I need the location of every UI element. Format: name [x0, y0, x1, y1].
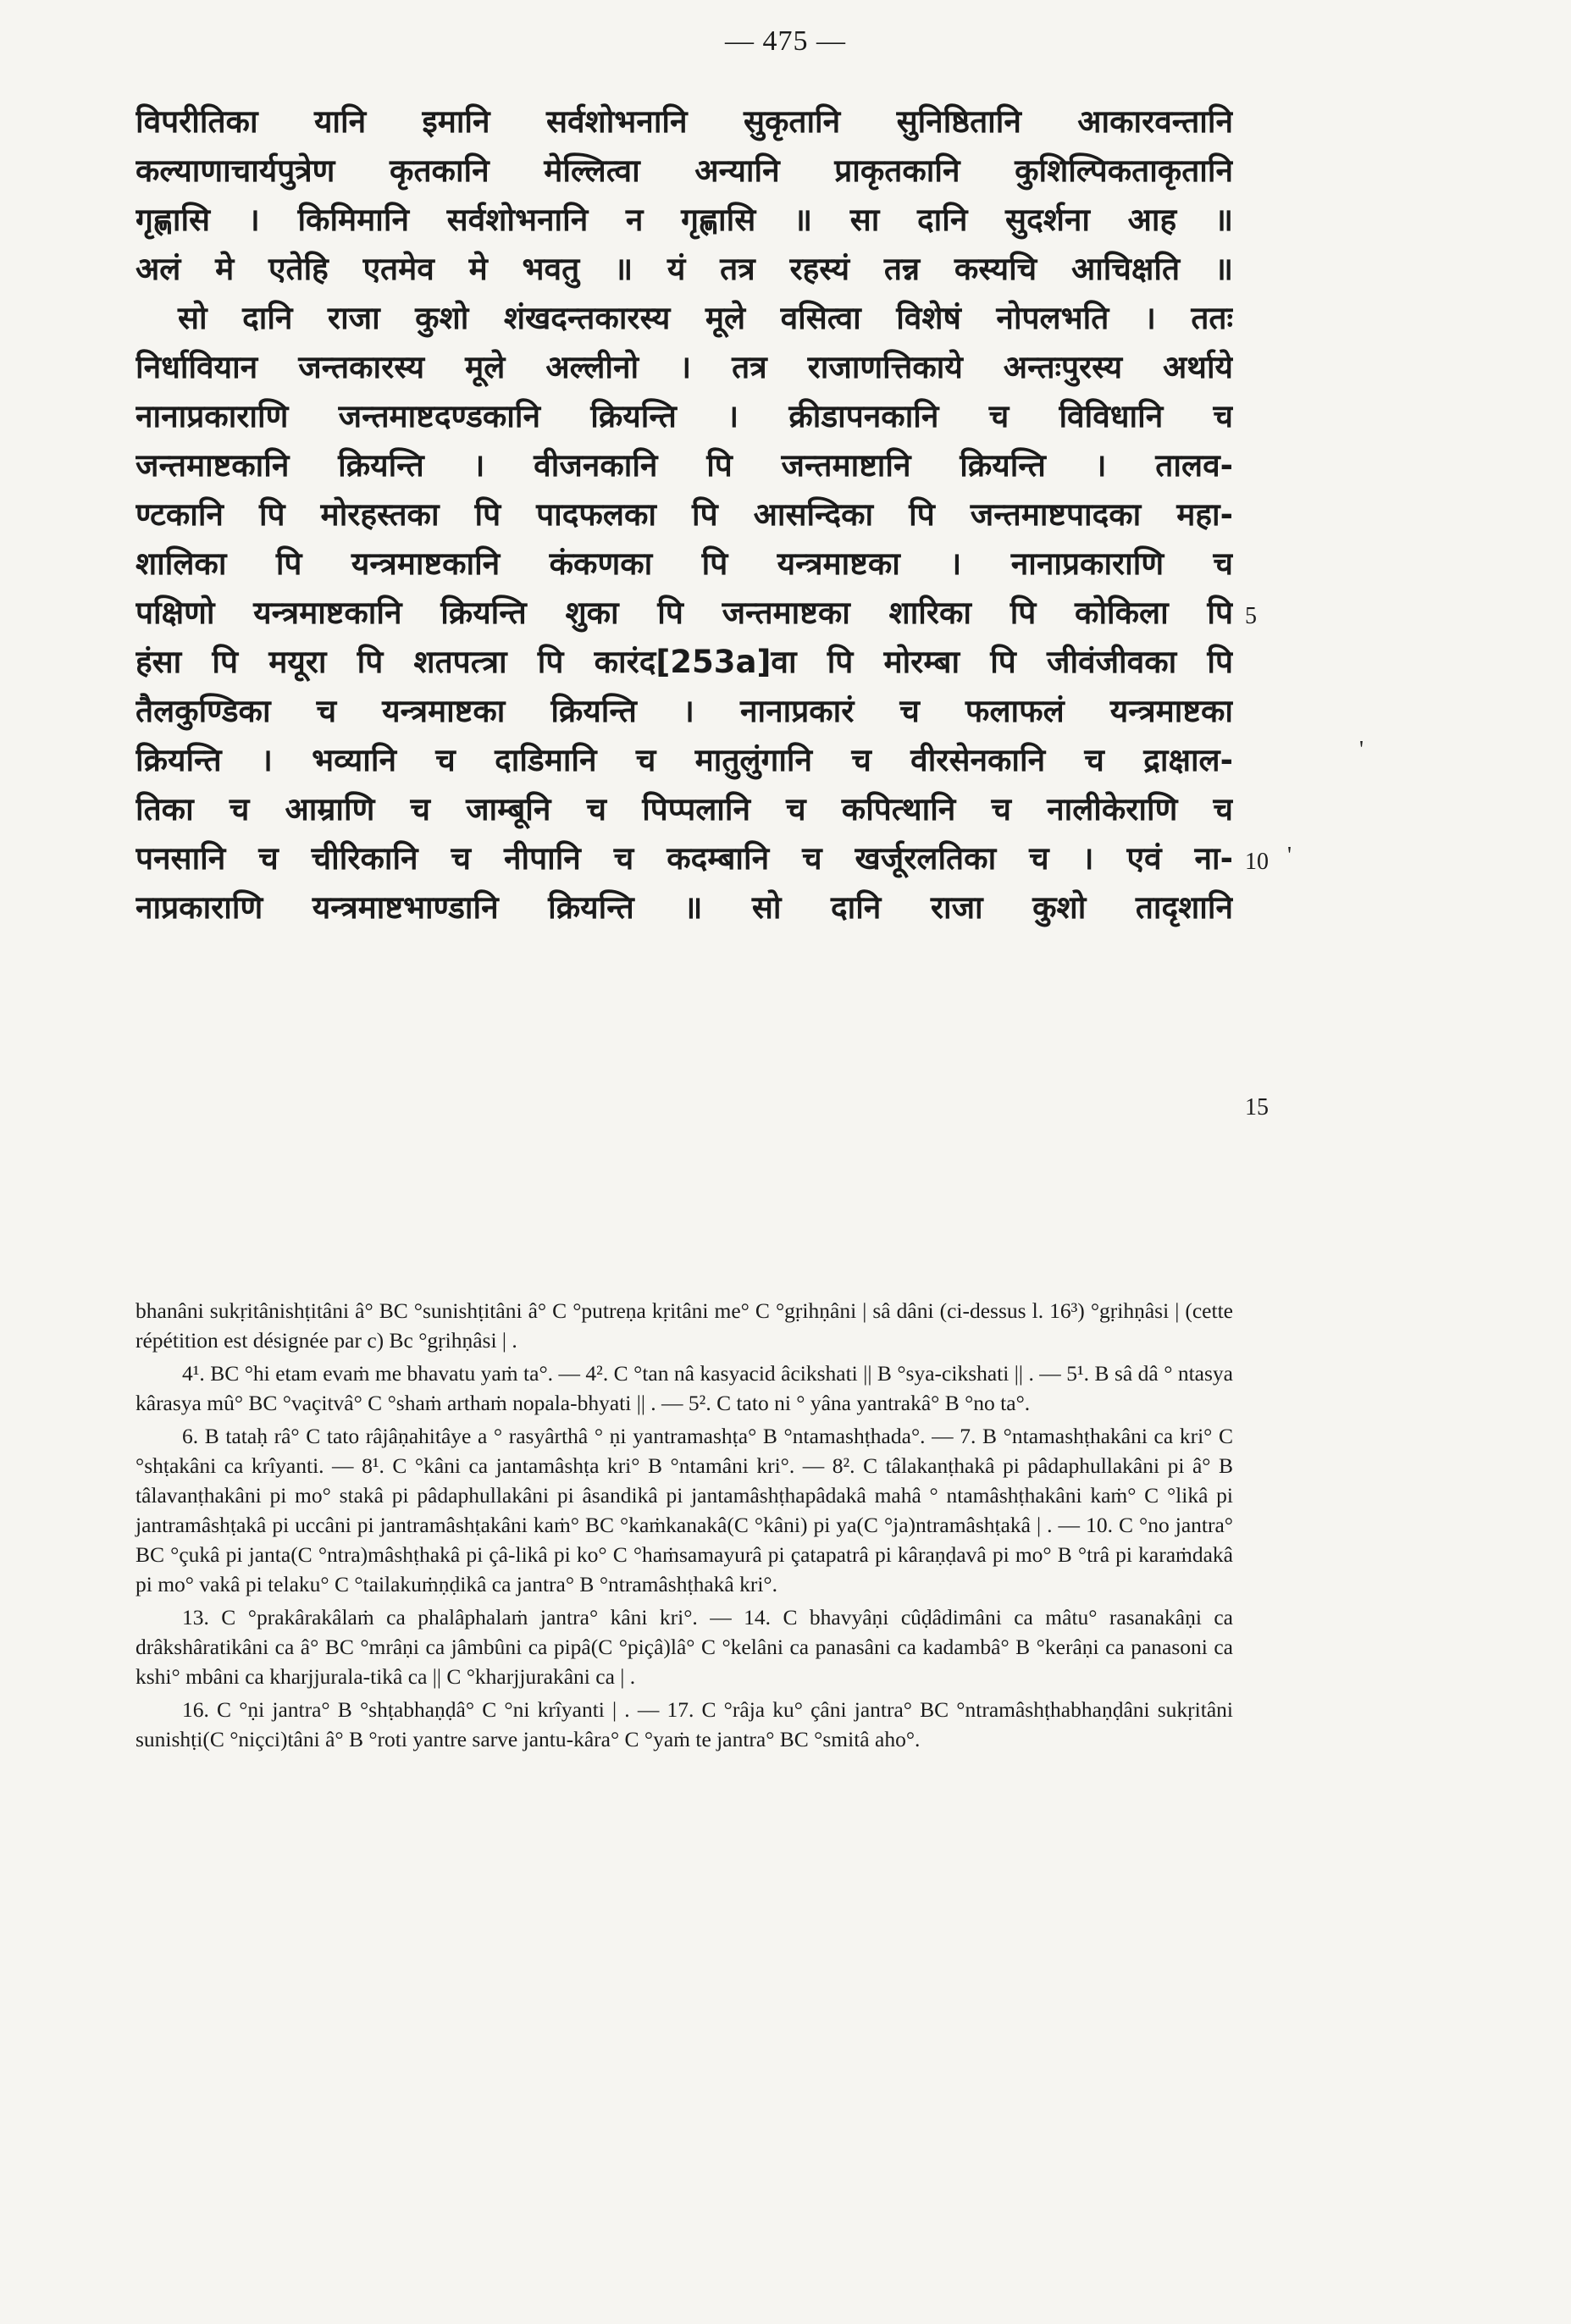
line-number-10: 10 [1245, 849, 1269, 875]
sanskrit-text-block [136, 97, 1233, 932]
line-number-15: 15 [1245, 1094, 1269, 1120]
text-line-8: जन्तमाष्टकानि क्रियन्ति । वीजनकानि पि जन्तमाष्टानि क्रियन्ति । तालव- [136, 447, 1233, 484]
text-line-10: शालिका पि यन्त्रमाष्टकानि कंकणका पि यन्त्रमाष्टका । नानाप्रकाराणि च [136, 545, 1233, 582]
text-line-16: पनसानि च चीरिकानि च नीपानि च कदम्बानि च खर्जूरलतिका च । एवं ना- [136, 840, 1233, 877]
note-paragraph: 13. C °prakârakâlaṁ ca phalâphalaṁ jantra° kâni kri°. — 14. C bhavyâṇi cûḍâdimâni ca mâtu° rasanakâṇi ca drâkshâratikâni ca â° BC °mrâṇi ca jâmbûni ca pipâ(C °piçâ)lâ° C °kelâni ca panasâni ca kadambâ° B °kerâṇi ca panasoni ca kshi° mbâni ca kharjjurala-tikâ ca || C °kharjjurakâni ca | . [136, 1605, 1233, 1689]
page-number: — 475 — [725, 25, 846, 57]
text-line-17: नाप्रकाराणि यन्त्रमाष्टभाण्डानि क्रियन्ति ॥ सो दानि राजा कुशो तादृशानि [136, 889, 1233, 926]
line-number-5: 5 [1245, 603, 1257, 629]
text-line-12: हंसा पि मयूरा पि शतपत्त्रा पि कारंद[253a]वा पि मोरम्बा पि जीवंजीवका पि [136, 644, 1233, 680]
note-paragraph: 16. C °ṇi jantra° B °shṭabhaṇḍâ° C °ni krîyanti | . — 17. C °râja ku° çâni jantra° BC °ntramâshṭhabhaṇḍâni sukṛitâni sunishṭi(C °niçci)tâni â° B °roti yantre sarve jantu-kâra° C °yaṁ te jantra° BC °smitâ aho°. [136, 1697, 1233, 1751]
critical-apparatus-notes [136, 1296, 1233, 1757]
note-paragraph: 6. B tataḥ râ° C tato râjâṇahitâye a ° rasyârthâ ° ṇi yantramashṭa° B °ntamashṭhada°. — 7. B °ntamashṭhakâni ca kri° C °shṭakâni ca krîyanti. — 8¹. C °kâni ca jantamâshṭa kri° B °ntamâni kri°. — 8². C tâlakanṭhakâ pi pâdaphullakâni pi â° B tâlavanṭhakâni pi mo° stakâ pi pâdaphullakâni pi âsandikâ pi jantamâshṭhapâdakâ mahâ ° ntamâshṭhakâni kaṁ° C °likâ pi jantramâshṭakâ pi uccâni pi jantramâshṭakâni kaṁ° BC °kaṁkanakâ(C °kâni) pi ya(C °ja)ntramâshṭakâ | . — 10. C °no jantra° BC °çukâ pi janta(C °ntra)mâshṭhakâ pi çâ-likâ pi ko° C °haṁsamayurâ pi çatapatrâ pi kâraṇḍavâ pi mo° B °trâ pi karaṁdakâ pi mo° vakâ pi telaku° C °tailakuṁṇḍikâ ca jantra° B °ntramâshṭhakâ kri°. [136, 1424, 1233, 1596]
text-line-11: पक्षिणो यन्त्रमाष्टकानि क्रियन्ति शुका पि जन्तमाष्टका शारिका पि कोकिला पि [136, 595, 1233, 631]
text-line-6: निर्धावियान जन्तकारस्य मूले अल्लीनो । तत्र राजाणत्तिकाये अन्तःपुरस्य अर्थाये [136, 349, 1233, 385]
text-line-3: गृह्णासि । किमिमानि सर्वशोभनानि न गृह्णासि ॥ सा दानि सुदर्शना आह ॥ [136, 202, 1233, 238]
text-line-2: कल्याणाचार्यपुत्रेण कृतकानि मेल्लित्वा अन्यानि प्राकृतकानि कुशिल्पिकताकृतानि [136, 152, 1233, 189]
text-line-13: तैलकुण्डिका च यन्त्रमाष्टका क्रियन्ति । नानाप्रकारं च फलाफलं यन्त्रमाष्टका [136, 693, 1233, 729]
margin-tick-mark: ' [1359, 737, 1364, 763]
note-paragraph: 4¹. BC °hi etam evaṁ me bhavatu yaṁ ta°. — 4². C °tan nâ kasyacid âcikshati || B °sya-cikshati || . — 5¹. B sâ dâ ° ntasya kârasya mû° BC °vaçitvâ° C °shaṁ arthaṁ nopala-bhyati || . — 5². C tato ni ° yâna yantrakâ° B °no ta°. [136, 1361, 1233, 1415]
note-paragraph: bhanâni sukṛitânishṭitâni â° BC °sunishṭitâni â° C °putreṇa kṛitâni me° C °gṛihṇâni | sâ dâni (ci-dessus l. 16³) °gṛihṇâsi | (cette répétition est désignée par c) Bc °gṛihṇâsi | . [136, 1298, 1233, 1353]
text-line-9: ण्टकानि पि मोरहस्तका पि पादफलका पि आसन्दिका पि जन्तमाष्टपादका महा- [136, 496, 1233, 533]
text-line-15: तिका च आम्राणि च जाम्बूनि च पिप्पलानि च कपित्थानि च नालीकेराणि च [136, 791, 1233, 827]
text-line-7: नानाप्रकाराणि जन्तमाष्टदण्डकानि क्रियन्ति । क्रीडापनकानि च विविधानि च [136, 398, 1233, 434]
text-line-5: सो दानि राजा कुशो शंखदन्तकारस्य मूले वसित्वा विशेषं नोपलभति । ततः [178, 300, 1233, 336]
text-line-1: विपरीतिका यानि इमानि सर्वशोभनानि सुकृतानि सुनिष्ठितानि आकारवन्तानि [136, 103, 1233, 140]
margin-tick-mark: ' [1287, 843, 1292, 869]
text-line-4: अलं मे एतेहि एतमेव मे भवतु ॥ यं तत्र रहस्यं तन्न कस्यचि आचिक्षति ॥ [136, 251, 1233, 287]
text-line-14: क्रियन्ति । भव्यानि च दाडिमानि च मातुलुंगानि च वीरसेनकानि च द्राक्षाल- [136, 742, 1233, 778]
